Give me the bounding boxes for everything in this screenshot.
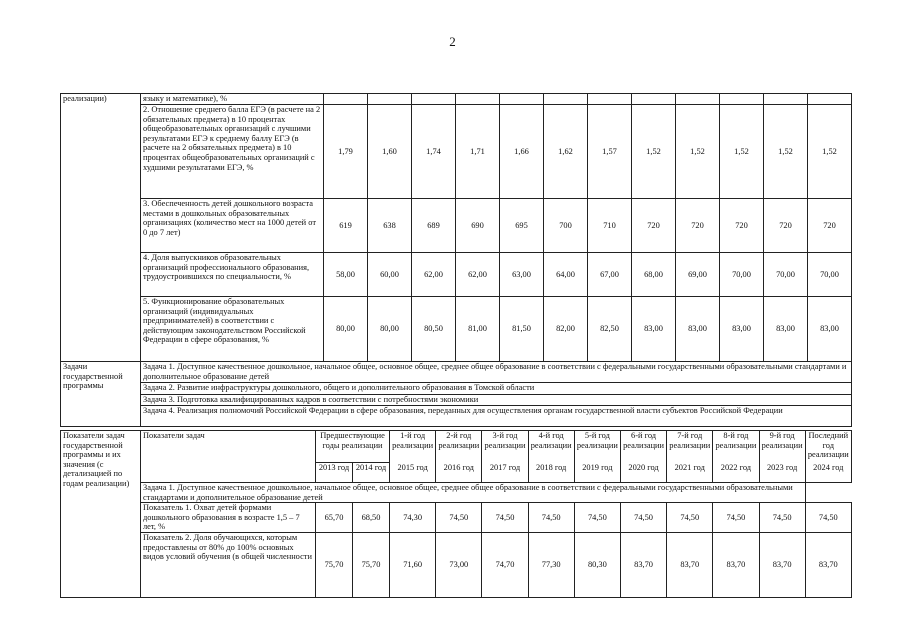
value-cell (368, 94, 412, 105)
value-cell (676, 94, 720, 105)
year-label-header: 2-й год реализации (436, 431, 482, 463)
year-cell: 2022 год (713, 463, 759, 483)
value-cell (632, 94, 676, 105)
value-cell: 81,50 (500, 297, 544, 362)
value-cell: 82,50 (588, 297, 632, 362)
value-cell: 83,70 (667, 532, 713, 597)
year-cell: 2021 год (667, 463, 713, 483)
value-cell: 68,50 (353, 503, 390, 533)
value-cell: 83,00 (808, 297, 852, 362)
value-cell (544, 94, 588, 105)
value-cell: 690 (456, 199, 500, 253)
value-cell: 83,70 (620, 532, 666, 597)
value-cell (500, 94, 544, 105)
value-cell: 73,00 (436, 532, 482, 597)
year-label-header: 5-й год реализации (574, 431, 620, 463)
tasks-table (60, 361, 852, 427)
indicators-header-label: Показатели задач (141, 431, 316, 483)
value-cell: 74,50 (574, 503, 620, 533)
value-cell (324, 94, 368, 105)
value-cell: 1,52 (808, 105, 852, 199)
prev-year-cell: 2013 год (316, 463, 353, 483)
value-cell: 69,00 (676, 253, 720, 297)
last-year-cell: 2024 год (805, 463, 851, 483)
value-cell: 83,70 (805, 532, 851, 597)
indicator-text: Показатель 2. Доля обучающихся, которым предоставлены от 80% до 100% основных видов условий обучения (в общей численности (141, 532, 316, 597)
value-cell: 1,66 (500, 105, 544, 199)
indicators-table (60, 430, 852, 598)
year-label-header: 7-й год реализации (667, 431, 713, 463)
indicator-text: Показатель 1. Охват детей формами дошкольного образования в возрасте 1,5 – 7 лет, % (141, 503, 316, 533)
value-cell: 74,30 (390, 503, 436, 533)
value-cell: 1,79 (324, 105, 368, 199)
prev-years-header: Предшествующие годы реализации (316, 431, 390, 463)
value-cell: 74,50 (482, 503, 528, 533)
value-cell: 1,71 (456, 105, 500, 199)
value-cell: 1,52 (632, 105, 676, 199)
value-cell: 720 (808, 199, 852, 253)
value-cell: 74,50 (436, 503, 482, 533)
value-cell: 83,00 (720, 297, 764, 362)
value-cell (720, 94, 764, 105)
year-label-header: 6-й год реализации (620, 431, 666, 463)
value-cell: 1,57 (588, 105, 632, 199)
task-item: Задача 1. Доступное качественное дошкольное, начальное общее, основное общее, среднее общее образование в соответствии с федеральными государственными образовательными стандартами и дополнительное образование детей (141, 362, 852, 383)
indicator-text: 4. Доля выпускников образовательных организаций профессионального образования, трудоустроившихся по специальности, % (141, 253, 324, 297)
value-cell: 74,50 (620, 503, 666, 533)
value-cell: 81,00 (456, 297, 500, 362)
year-cell: 2016 год (436, 463, 482, 483)
value-cell: 71,60 (390, 532, 436, 597)
year-label-header: 1-й год реализации (390, 431, 436, 463)
indicator-text: 3. Обеспеченность детей дошкольного возраста местами в дошкольных образовательных организациях (количество мест на 1000 детей от 0 до 7 лет) (141, 199, 324, 253)
value-cell: 619 (324, 199, 368, 253)
task-item: Задача 2. Развитие инфраструктуры дошкольного, общего и дополнительного образования в Томской области (141, 383, 852, 395)
targets-table (60, 93, 852, 362)
value-cell: 80,50 (412, 297, 456, 362)
year-label-header: 9-й год реализации (759, 431, 805, 463)
value-cell (764, 94, 808, 105)
value-cell: 74,50 (528, 503, 574, 533)
year-label-header: 4-й год реализации (528, 431, 574, 463)
value-cell: 74,50 (805, 503, 851, 533)
value-cell: 63,00 (500, 253, 544, 297)
value-cell: 77,30 (528, 532, 574, 597)
value-cell: 720 (764, 199, 808, 253)
indicator-text: 2. Отношение среднего балла ЕГЭ (в расчете на 2 обязательных предмета) в 10 процентах общеобразовательных организаций с лучшими результатами ЕГЭ к среднему баллу ЕГЭ (в расчете на 2 обязательных предмета) в 10 процентах общеобразовательных организаций с худшими результатами ЕГЭ, % (141, 105, 324, 199)
value-cell: 83,70 (759, 532, 805, 597)
value-cell (588, 94, 632, 105)
value-cell: 638 (368, 199, 412, 253)
value-cell: 62,00 (412, 253, 456, 297)
year-label-header: 8-й год реализации (713, 431, 759, 463)
task-1-row: Задача 1. Доступное качественное дошкольное, начальное общее, основное общее, среднее общее образование в соответствии с федеральными государственными образовательными стандартами и дополнительное образование детей (141, 483, 806, 503)
value-cell: 70,00 (764, 253, 808, 297)
indicators-label: Показатели задач государственной программы и их значения (с детализацией по годам реализации) (61, 431, 141, 598)
value-cell: 64,00 (544, 253, 588, 297)
value-cell: 83,70 (713, 532, 759, 597)
value-cell: 58,00 (324, 253, 368, 297)
year-cell: 2023 год (759, 463, 805, 483)
value-cell: 70,00 (808, 253, 852, 297)
year-cell: 2020 год (620, 463, 666, 483)
value-cell: 720 (676, 199, 720, 253)
value-cell: 83,00 (676, 297, 720, 362)
value-cell: 62,00 (456, 253, 500, 297)
indicator-text: языку и математике), % (141, 94, 324, 105)
value-cell: 720 (720, 199, 764, 253)
value-cell: 75,70 (353, 532, 390, 597)
page-number: 2 (449, 34, 456, 49)
value-cell (412, 94, 456, 105)
value-cell: 1,62 (544, 105, 588, 199)
value-cell: 1,60 (368, 105, 412, 199)
year-cell: 2015 год (390, 463, 436, 483)
year-cell: 2019 год (574, 463, 620, 483)
year-label-header: 3-й год реализации (482, 431, 528, 463)
year-cell: 2018 год (528, 463, 574, 483)
value-cell: 80,00 (368, 297, 412, 362)
value-cell: 1,52 (676, 105, 720, 199)
value-cell: 68,00 (632, 253, 676, 297)
value-cell (808, 94, 852, 105)
value-cell: 65,70 (316, 503, 353, 533)
value-cell: 1,74 (412, 105, 456, 199)
value-cell: 80,30 (574, 532, 620, 597)
value-cell: 74,50 (713, 503, 759, 533)
value-cell: 67,00 (588, 253, 632, 297)
value-cell: 1,52 (764, 105, 808, 199)
value-cell: 720 (632, 199, 676, 253)
value-cell: 689 (412, 199, 456, 253)
value-cell: 83,00 (764, 297, 808, 362)
value-cell: 80,00 (324, 297, 368, 362)
value-cell: 82,00 (544, 297, 588, 362)
value-cell: 710 (588, 199, 632, 253)
value-cell: 70,00 (720, 253, 764, 297)
value-cell (456, 94, 500, 105)
left-label-continuation: реализации) (61, 94, 141, 362)
value-cell: 83,00 (632, 297, 676, 362)
last-year-header: Последний год реализации (805, 431, 851, 463)
tasks-label: Задачи государственной программы (61, 362, 141, 427)
value-cell: 75,70 (316, 532, 353, 597)
prev-year-cell: 2014 год (353, 463, 390, 483)
value-cell: 700 (544, 199, 588, 253)
value-cell: 60,00 (368, 253, 412, 297)
value-cell: 1,52 (720, 105, 764, 199)
value-cell: 74,70 (482, 532, 528, 597)
task-item: Задача 3. Подготовка квалифицированных кадров в соответствии с потребностями экономики (141, 395, 852, 406)
value-cell: 74,50 (759, 503, 805, 533)
value-cell: 695 (500, 199, 544, 253)
year-cell: 2017 год (482, 463, 528, 483)
indicator-text: 5. Функционирование образовательных организаций (индивидуальных предпринимателей) в соответствии с действующим законодательством Российской Федерации в сфере образования, % (141, 297, 324, 362)
value-cell: 74,50 (667, 503, 713, 533)
task-item: Задача 4. Реализация полномочий Российской Федерации в сфере образования, переданных для осуществления органам государственной власти субъектов Российской Федерации (141, 406, 852, 427)
